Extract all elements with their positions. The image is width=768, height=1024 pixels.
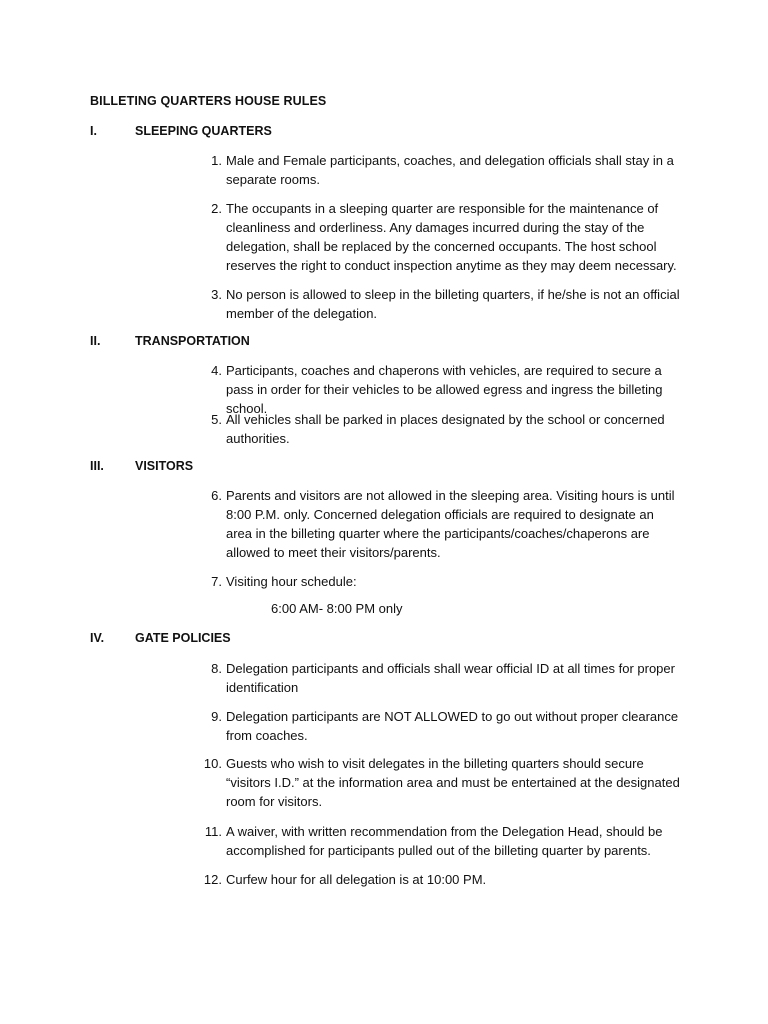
section-number: III. [90,459,104,473]
section-title: VISITORS [135,459,194,473]
item-number: 11. [204,824,222,839]
item-text: Curfew hour for all delegation is at 10:00 PM. [226,872,487,887]
item-text: Participants, coaches and chaperons with vehicles, are required to secure a pass in order for their vehicles to be allowed egress and ingress the billeting school. [226,363,663,416]
document-title: BILLETING QUARTERS HOUSE RULES [90,94,327,108]
item-text: Delegation participants are NOT ALLOWED to go out without proper clearance from coaches. [226,709,679,743]
item-text: Visiting hour schedule: [226,574,357,589]
section-number: IV. [90,631,105,645]
item-text: A waiver, with written recommendation from the Delegation Head, should be accomplished for participants pulled out of the billeting quarter by parents. [226,824,663,858]
item-text: No person is allowed to sleep in the billeting quarters, if he/she is not an official member of the delegation. [226,287,680,321]
item-text: The occupants in a sleeping quarter are responsible for the maintenance of cleanliness and orderliness. Any damages incurred during the stay of the delegation, shall be replaced by the concerned occupants. The host school reserves the right to conduct inspection anytime as they may deem necessary. [226,201,677,273]
item-text: Delegation participants and officials shall wear official ID at all times for proper identification [226,661,675,695]
item-number: 2. [211,201,222,216]
item-number: 3. [211,287,222,302]
item-number: 1. [211,153,222,168]
item-number: 9. [211,709,222,724]
section-title: SLEEPING QUARTERS [135,124,272,138]
item-number: 12. [203,872,222,887]
item-number: 4. [211,363,222,378]
section-title: TRANSPORTATION [135,334,250,348]
item-number: 8. [211,661,222,676]
visiting-schedule: 6:00 AM- 8:00 PM only [271,601,403,616]
item-number: 6. [211,488,222,503]
item-text: All vehicles shall be parked in places designated by the school or concerned authorities. [226,412,665,446]
section-number: I. [90,124,97,138]
item-text: Parents and visitors are not allowed in the sleeping area. Visiting hours is until 8:00 P.M. only. Concerned delegation officials are required to designate an area in the billeting quarter where the participants/coaches/chaperons are allowed to meet their visitors/parents. [226,488,675,560]
item-number: 5. [211,412,222,427]
item-number: 7. [211,574,222,589]
section-title: GATE POLICIES [135,631,231,645]
item-number: 10. [203,756,222,771]
section-number: II. [90,334,101,348]
item-text: Guests who wish to visit delegates in the billeting quarters should secure “visitors I.D.” at the information area and must be entertained at the designated room for visitors. [226,756,680,809]
item-text: Male and Female participants, coaches, and delegation officials shall stay in a separate rooms. [226,153,674,187]
